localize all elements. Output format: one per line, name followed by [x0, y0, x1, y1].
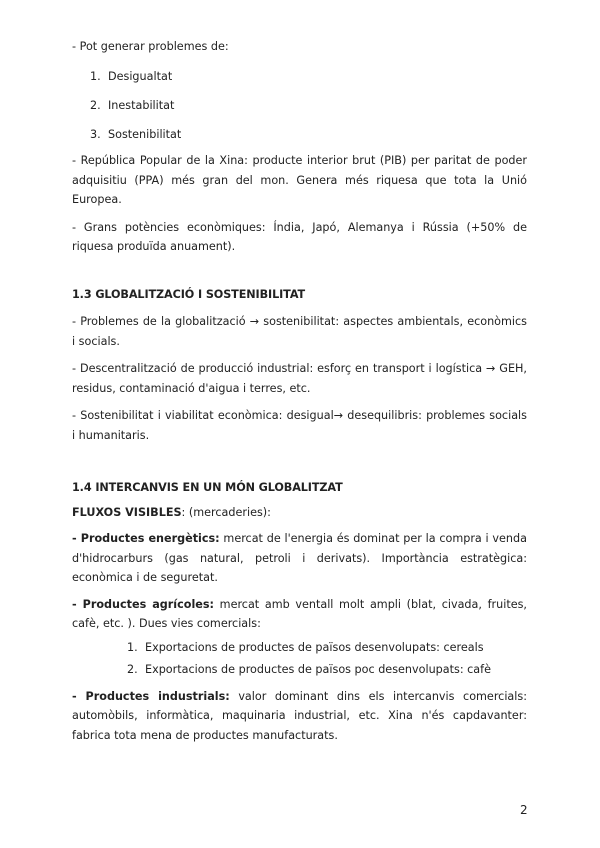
- section-heading-1-4: 1.4 INTERCANVIS EN UN MÓN GLOBALITZAT: [72, 481, 343, 494]
- paragraph-energy: - Productes energètics: mercat de l'energia és dominat per la compra i venda d'hidrocarburs (gas natural, petroli i derivats). Importància estratègica: econòmica i de seguretat.: [72, 532, 527, 584]
- list-item: 2. Inestabilitat: [90, 98, 175, 112]
- ind-label: - Productes industrials:: [72, 689, 230, 703]
- agri-label: - Productes agrícoles:: [72, 597, 215, 611]
- paragraph-powers: - Grans potències econòmiques: Índia, Japó, Alemanya i Rússia (+50% de riquesa produïda anuament).: [72, 220, 527, 253]
- list-item: 1. Desigualtat: [90, 69, 173, 83]
- list-item: 3. Sostenibilitat: [90, 127, 182, 141]
- document-page: [72, 37, 527, 745]
- problems-list: [72, 67, 527, 145]
- paragraph: - Problemes de la globalització → sostenibilitat: aspectes ambientals, econòmics i socials.: [72, 315, 527, 348]
- flows-label: FLUXOS VISIBLES: [72, 505, 182, 519]
- agri-routes-list: [72, 638, 527, 680]
- list-item: 2. Exportacions de productes de països poc desenvolupats: cafè: [127, 663, 491, 676]
- paragraph-china: - República Popular de la Xina: producte interior brut (PIB) per paritat de poder adquisitiu (PPA) més gran del mon. Genera més riquesa que tota la Unió Europea.: [72, 154, 527, 206]
- flows-line: FLUXOS VISIBLES: (mercaderies):: [72, 505, 271, 519]
- paragraph-agri: - Productes agrícoles: mercat amb ventall molt ampli (blat, civada, fruites, cafè, etc. ). Dues vies comercials:: [72, 597, 527, 630]
- paragraph: - Sostenibilitat i viabilitat econòmica: desigual→ desequilibris: problemes socials i humanitaris.: [72, 409, 527, 442]
- list-item: 1. Exportacions de productes de països desenvolupats: cereals: [127, 640, 484, 654]
- paragraph: - Descentralització de producció industrial: esforç en transport i logística → GEH, residus, contaminació d'aigua i terres, etc.: [72, 362, 527, 395]
- section-heading-1-3: 1.3 GLOBALITZACIÓ I SOSTENIBILITAT: [72, 287, 306, 301]
- paragraph-industrial: - Productes industrials: valor dominant dins els intercanvis comercials: automòbils, informàtica, maquinaria industrial, etc. Xina n'és capdavanter: fabrica tota mena de productes manufacturats.: [72, 689, 527, 742]
- energy-label: - Productes energètics:: [72, 532, 220, 545]
- intro-line: - Pot generar problemes de:: [72, 40, 229, 53]
- page-number: 2: [520, 803, 528, 817]
